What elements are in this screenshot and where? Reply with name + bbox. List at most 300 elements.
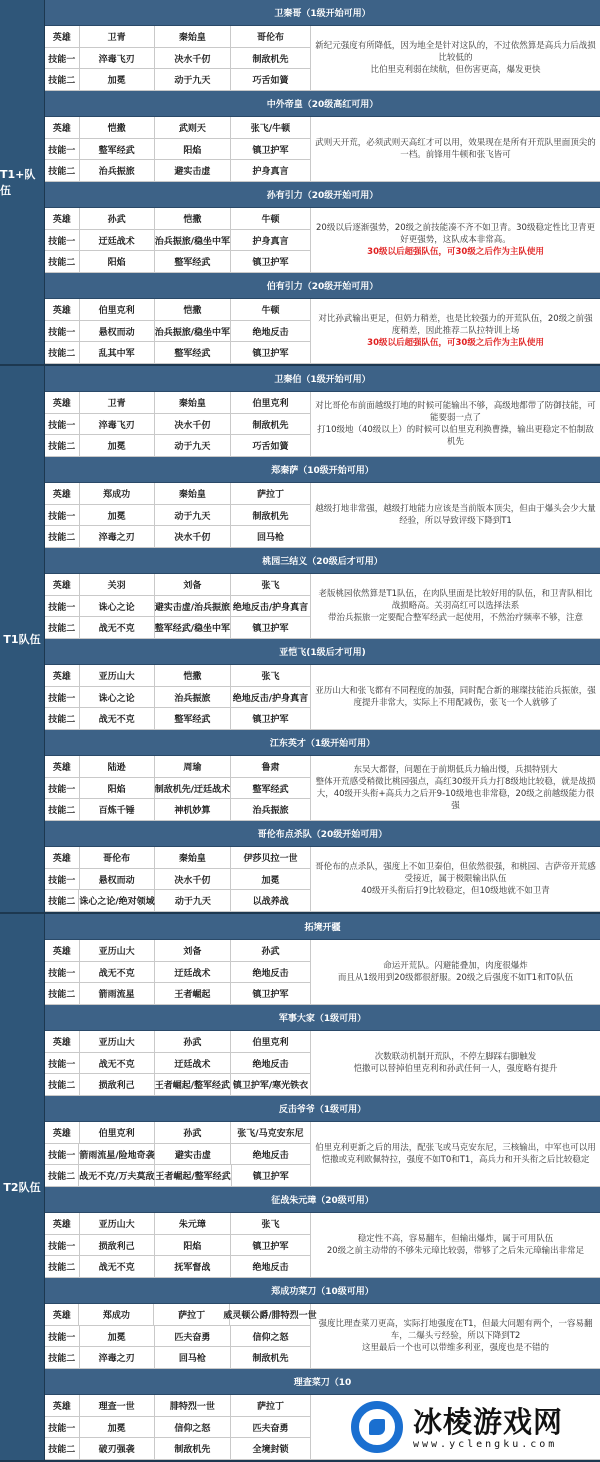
row-label: 技能一 — [45, 1144, 79, 1165]
table-row — [45, 69, 311, 91]
team-title: 卫秦伯（1级开始可用） — [45, 366, 600, 392]
skill-cell: 淬毒之刃 — [80, 1347, 155, 1368]
skill-cell: 动于九天 — [155, 505, 231, 526]
row-label: 技能一 — [45, 596, 80, 617]
team-group — [45, 821, 600, 912]
skill-cell: 诛心之论 — [80, 687, 155, 708]
skill-cell: 战无不克/万夫莫敌 — [79, 1165, 155, 1186]
hero-cell: 孙武 — [155, 1031, 231, 1052]
skill-cell: 战无不克 — [80, 962, 155, 983]
row-label: 技能二 — [45, 1256, 80, 1277]
team-group — [45, 457, 600, 548]
skill-cell: 神机妙算 — [155, 799, 231, 820]
hero-cell: 鲁肃 — [231, 756, 311, 777]
table-row — [45, 847, 311, 869]
watermark-name: 冰棱游戏网 — [413, 1404, 564, 1439]
hero-cell: 秦始皇 — [155, 392, 231, 413]
hero-cell: 理查一世 — [80, 1395, 155, 1416]
team-group — [45, 639, 600, 730]
team-grid — [45, 1031, 311, 1096]
skill-cell: 动于九天 — [155, 69, 231, 90]
skill-cell: 淬毒飞刃 — [80, 414, 155, 435]
skill-cell: 加冕 — [80, 1326, 155, 1347]
team-body — [45, 26, 600, 91]
hero-cell: 伯里克利 — [231, 392, 311, 413]
row-label: 英雄 — [45, 26, 80, 47]
team-group — [45, 1187, 600, 1278]
team-grid — [45, 483, 311, 548]
team-body — [45, 940, 600, 1005]
team-grid — [45, 208, 311, 273]
table-row — [45, 756, 311, 778]
team-title: 军事大家（1级可用） — [45, 1005, 600, 1031]
hero-cell: 朱元璋 — [155, 1213, 231, 1234]
table-row — [45, 1144, 311, 1166]
table-row — [45, 342, 311, 364]
team-grid — [45, 1213, 311, 1278]
skill-cell: 制敌机先 — [231, 1347, 311, 1368]
hero-cell: 郑成功 — [79, 1304, 154, 1325]
description-line: 哥伦布的点杀队，强度上不如卫秦伯，但依然很强，和桃园、吉萨帝开荒感受接近，属于极限输出队伍 — [315, 862, 596, 884]
team-description — [311, 665, 600, 730]
row-label: 英雄 — [45, 1395, 80, 1416]
hero-cell: 张飞 — [231, 665, 311, 686]
row-label: 技能一 — [45, 48, 80, 69]
team-title: 亚恺飞(1级后才可用) — [45, 639, 600, 665]
table-row — [45, 1074, 311, 1096]
skill-cell: 战无不克 — [80, 708, 155, 729]
team-title: 拓境开疆 — [45, 914, 600, 940]
team-body — [45, 483, 600, 548]
team-description — [311, 847, 600, 912]
skill-cell: 镇卫护军 — [231, 251, 311, 272]
skill-cell: 加冕 — [80, 435, 155, 456]
hero-cell: 亚历山大 — [80, 940, 155, 961]
skill-cell: 箭雨流星/险地奇袭 — [79, 1144, 155, 1165]
hero-cell: 萨拉丁 — [231, 1395, 311, 1416]
tier-groups — [45, 0, 600, 364]
table-row — [45, 1031, 311, 1053]
skill-cell: 匹夫奋勇 — [155, 1326, 231, 1347]
hero-cell: 哥伦布 — [80, 847, 155, 868]
tier-section — [0, 0, 600, 366]
skill-cell: 乱其中军 — [80, 342, 155, 363]
table-row — [45, 526, 311, 548]
table-row — [45, 1326, 311, 1348]
table-row — [45, 1438, 311, 1460]
row-label: 技能一 — [45, 230, 80, 251]
hero-cell: 牛顿 — [231, 299, 311, 320]
skill-cell: 绝地反击 — [231, 1053, 311, 1074]
team-description — [311, 940, 600, 1005]
hero-cell: 恺撒 — [155, 665, 231, 686]
skill-cell: 动于九天 — [155, 890, 231, 911]
hero-cell: 张飞/马克安东尼 — [231, 1122, 311, 1143]
skill-cell: 避实击虚/治兵振旅 — [155, 596, 231, 617]
team-group — [45, 1278, 600, 1369]
team-body — [45, 208, 600, 273]
table-row — [45, 414, 311, 436]
skill-cell: 整军经武 — [155, 251, 231, 272]
team-group — [45, 548, 600, 639]
skill-cell: 百炼千锤 — [80, 799, 155, 820]
team-group — [45, 366, 600, 457]
hero-cell: 郑成功 — [80, 483, 155, 504]
hero-cell: 牛顿 — [231, 208, 311, 229]
skill-cell: 镇卫护军 — [231, 139, 311, 160]
skill-cell: 绝地反击/护身真言 — [231, 596, 311, 617]
team-group — [45, 91, 600, 182]
row-label: 技能二 — [45, 1438, 80, 1459]
hero-cell: 腓特烈一世 — [155, 1395, 231, 1416]
row-label: 英雄 — [45, 1031, 80, 1052]
table-row — [45, 1235, 311, 1257]
skill-cell: 制敌机先 — [155, 1438, 231, 1459]
description-line: 命运开荒队。闪避能叠加，肉度很爆炸 — [383, 961, 528, 971]
team-grid — [45, 940, 311, 1005]
table-row — [45, 160, 311, 182]
skill-cell: 全境封锁 — [231, 1438, 311, 1459]
skill-cell: 动于九天 — [155, 435, 231, 456]
skill-cell: 决水千仞 — [155, 48, 231, 69]
skill-cell: 加冕 — [80, 505, 155, 526]
skill-cell: 决水千仞 — [155, 869, 231, 890]
skill-cell: 淬毒之刃 — [80, 526, 155, 547]
table-row — [45, 251, 311, 273]
tier-section — [0, 914, 600, 1462]
highlight-note: 30级以后超强队伍，可30级之后作为主队使用 — [367, 338, 544, 348]
description-line: 对比哥伦布前面越级打地的时候可能输出不够，高级地都带了防御技能，可能要弱一点了 — [315, 401, 596, 423]
row-label: 英雄 — [45, 847, 80, 868]
row-label: 技能二 — [45, 983, 80, 1004]
team-grid — [45, 1122, 311, 1187]
skill-cell: 治兵振旅 — [155, 687, 231, 708]
team-description — [311, 756, 600, 821]
team-title: 中外帝皇（20级高红可用） — [45, 91, 600, 117]
row-label: 技能一 — [45, 1417, 80, 1438]
skill-cell: 王者崛起/整军经武 — [155, 1165, 231, 1186]
hero-cell: 威灵顿公爵/腓特烈一世 — [230, 1304, 311, 1325]
skill-cell: 整军经武 — [155, 342, 231, 363]
description-line: 越级打地非常强，越级打地能力应该是当前版本顶尖，但由于爆头会少大量经验，所以导致评级下降到T1 — [315, 504, 596, 526]
row-label: 英雄 — [45, 665, 80, 686]
skill-cell: 战无不克 — [80, 1256, 155, 1277]
table-row — [45, 708, 311, 730]
skill-cell: 治兵振旅/稳坐中军 — [155, 321, 231, 342]
watermark — [335, 1396, 600, 1458]
description-line: 恺撒可以替掉伯里克利和孙武任何一人，强度略有提升 — [353, 1064, 558, 1074]
table-row — [45, 1053, 311, 1075]
skill-cell: 镇卫护军 — [231, 983, 311, 1004]
row-label: 技能一 — [45, 321, 80, 342]
team-title: 反击爷爷（1级可用） — [45, 1096, 600, 1122]
row-label: 英雄 — [45, 940, 80, 961]
hero-cell: 陆逊 — [80, 756, 155, 777]
row-label: 技能二 — [45, 708, 80, 729]
team-grid — [45, 574, 311, 639]
description-line: 东吴大都督，问题在于前期低兵力输出慢，兵损特别大 — [353, 765, 558, 775]
hero-cell: 张飞/牛顿 — [231, 117, 311, 138]
team-title: 卫秦哥（1级开始可用） — [45, 0, 600, 26]
table-row — [45, 1395, 311, 1417]
skill-cell: 治兵振旅 — [80, 160, 155, 181]
skill-cell: 信仰之怒 — [155, 1417, 231, 1438]
skill-cell: 信仰之怒 — [231, 1326, 311, 1347]
team-title: 郑成功菜刀（10级可用） — [45, 1278, 600, 1304]
description-line: 伯里克利更新之后的用法，配张飞或马克安东尼，三核输出，中军也可以用恺撒或克利欧佩特拉，强度不如T0和T1，高兵力和开头衔之后比较稳定 — [315, 1143, 596, 1165]
hero-cell: 萨拉丁 — [231, 483, 311, 504]
table-row — [45, 962, 311, 984]
description-line: 强度比理查菜刀更高，实际打地强度在T1，但最大问题有两个，一容易翻车，二爆头亏经验，所以下降到T2 — [318, 1319, 593, 1341]
skill-cell: 箭雨流星 — [80, 983, 155, 1004]
team-title: 桃园三结义（20级后才可用） — [45, 548, 600, 574]
hero-cell: 亚历山大 — [80, 1031, 155, 1052]
description-line: 40级开头衔后打9比较稳定，但10级地就不如卫青 — [361, 886, 550, 896]
skill-cell: 迂廷战术 — [80, 230, 155, 251]
skill-cell: 镇卫护军 — [231, 1235, 311, 1256]
team-group — [45, 1096, 600, 1187]
skill-cell: 加冕 — [80, 69, 155, 90]
table-row — [45, 139, 311, 161]
description-line: 这里最后一个也可以带维多利亚，强度也是不错的 — [361, 1343, 549, 1353]
table-row — [45, 392, 311, 414]
row-label: 技能二 — [45, 617, 80, 638]
description-line: 新纪元强度有所降低，因为地全是针对这队的，不过依然算是高兵力后战损比较低的 — [315, 41, 596, 63]
row-label: 英雄 — [45, 392, 80, 413]
row-label: 英雄 — [45, 756, 80, 777]
skill-cell: 巧舌如簧 — [231, 69, 311, 90]
skill-cell: 护身真言 — [231, 230, 311, 251]
skill-cell: 阳焰 — [80, 251, 155, 272]
watermark-url: www.yclengku.com — [413, 1438, 558, 1450]
tier-label: T1队伍 — [0, 366, 45, 912]
row-label: 英雄 — [45, 1213, 80, 1234]
skill-cell: 治兵振旅 — [231, 799, 311, 820]
description-line: 比伯里克利弱在续航，但伤害更高，爆发更快 — [370, 65, 541, 75]
skill-cell: 阳焰 — [155, 139, 231, 160]
description-line: 带治兵振旅一定要配合整军经武一起使用，不然治疗频率不够，注意 — [327, 613, 583, 623]
skill-cell: 阳焰 — [80, 778, 155, 799]
skill-cell: 镇卫护军 — [232, 1165, 311, 1186]
row-label: 英雄 — [45, 208, 80, 229]
row-label: 英雄 — [45, 1122, 80, 1143]
team-body — [45, 665, 600, 730]
skill-cell: 护身真言 — [231, 160, 311, 181]
skill-cell: 治兵振旅/稳坐中军 — [155, 230, 231, 251]
team-group — [45, 182, 600, 273]
skill-cell: 绝地反击 — [231, 1256, 311, 1277]
team-group — [45, 730, 600, 821]
team-description — [311, 1213, 600, 1278]
hero-cell: 伯里克利 — [80, 1122, 155, 1143]
tier-label: T1+队伍 — [0, 0, 45, 364]
row-label: 技能一 — [45, 414, 80, 435]
team-description — [311, 574, 600, 639]
team-description — [311, 26, 600, 91]
description-line: 稳定性不高，容易翻车，但输出爆炸，属于可用队伍 — [357, 1234, 554, 1244]
team-group — [45, 0, 600, 91]
row-label: 技能二 — [45, 799, 80, 820]
skill-cell: 回马枪 — [155, 1347, 231, 1368]
table-row — [45, 505, 311, 527]
table-row — [45, 230, 311, 252]
row-label: 技能二 — [45, 890, 79, 911]
hero-cell: 孙武 — [231, 940, 311, 961]
table-row — [45, 869, 311, 891]
tier-section — [0, 366, 600, 914]
team-description — [311, 117, 600, 182]
team-title: 哥伦布点杀队（20级开始可用） — [45, 821, 600, 847]
hero-cell: 秦始皇 — [155, 483, 231, 504]
table-row — [45, 799, 311, 821]
skill-cell: 整军经武 — [80, 139, 155, 160]
skill-cell: 诛心之论/绝对领域 — [79, 890, 155, 911]
table-row — [45, 321, 311, 343]
skill-cell: 回马枪 — [231, 526, 311, 547]
table-row — [45, 778, 311, 800]
table-row — [45, 665, 311, 687]
skill-cell: 加冕 — [80, 1417, 155, 1438]
skill-cell: 巧舌如簧 — [231, 435, 311, 456]
hero-cell: 张飞 — [231, 1213, 311, 1234]
skill-cell: 迂廷战术 — [155, 962, 231, 983]
row-label: 英雄 — [45, 299, 80, 320]
row-label: 技能二 — [45, 160, 80, 181]
team-grid — [45, 299, 311, 364]
skill-cell: 损敌利己 — [80, 1235, 155, 1256]
description-line: 武则天开荒，必须武则天高红才可以用，效果现在是所有开荒队里面顶尖的一档。前锋用牛顿和张飞皆可 — [315, 138, 596, 160]
table-row — [45, 687, 311, 709]
row-label: 技能一 — [45, 1053, 80, 1074]
hero-cell: 秦始皇 — [155, 26, 231, 47]
table-row — [45, 208, 311, 230]
table-row — [45, 1213, 311, 1235]
skill-cell: 制敌机先/迂廷战术 — [155, 778, 231, 799]
table-row — [45, 1347, 311, 1369]
row-label: 英雄 — [45, 574, 80, 595]
team-description — [311, 483, 600, 548]
team-title: 江东英才（1级开始可用） — [45, 730, 600, 756]
skill-cell: 绝地反击 — [231, 962, 311, 983]
row-label: 技能一 — [45, 962, 80, 983]
team-body — [45, 574, 600, 639]
skill-cell: 破刃强袭 — [80, 1438, 155, 1459]
skill-cell: 王者崛起 — [155, 983, 231, 1004]
team-group — [45, 1005, 600, 1096]
table-row — [45, 983, 311, 1005]
skill-cell: 战无不克 — [80, 1053, 155, 1074]
row-label: 英雄 — [45, 1304, 79, 1325]
skill-cell: 镇卫护军 — [231, 342, 311, 363]
row-label: 技能一 — [45, 778, 80, 799]
table-row — [45, 26, 311, 48]
row-label: 技能二 — [45, 251, 80, 272]
skill-cell: 制敌机先 — [231, 48, 311, 69]
team-grid — [45, 392, 311, 457]
row-label: 技能一 — [45, 687, 80, 708]
skill-cell: 损敌利己 — [80, 1074, 155, 1095]
hero-cell: 关羽 — [80, 574, 155, 595]
skill-cell: 战无不克 — [80, 617, 155, 638]
skill-cell: 悬权而动 — [80, 321, 155, 342]
table-row — [45, 617, 311, 639]
hero-cell: 秦始皇 — [155, 847, 231, 868]
skill-cell: 以战养战 — [231, 890, 311, 911]
description-line: 而且从1级用到20级都很舒服。20级之后强度不如T1和T0队伍 — [337, 973, 574, 983]
hero-cell: 伯里克利 — [80, 299, 155, 320]
row-label: 技能二 — [45, 1074, 80, 1095]
team-grid — [45, 665, 311, 730]
table-row — [45, 483, 311, 505]
team-group — [45, 273, 600, 364]
table-row — [45, 117, 311, 139]
skill-cell: 决水千仞 — [155, 526, 231, 547]
table-row — [45, 435, 311, 457]
skill-cell: 悬权而动 — [80, 869, 155, 890]
watermark-logo-icon — [351, 1401, 403, 1453]
skill-cell: 加冕 — [231, 869, 311, 890]
skill-cell: 制敌机先 — [231, 414, 311, 435]
hero-cell: 武则天 — [155, 117, 231, 138]
highlight-note: 30级以后超强队伍，可30级之后作为主队使用 — [367, 247, 544, 257]
team-body — [45, 299, 600, 364]
team-title: 理查菜刀（10 — [45, 1369, 600, 1395]
team-body — [45, 1304, 600, 1369]
row-label: 技能二 — [45, 69, 80, 90]
team-description — [311, 1031, 600, 1096]
team-title: 伯有引力（20级开始可用） — [45, 273, 600, 299]
description-line: 亚历山大和张飞都有不同程度的加强，同时配合新的璀璨技能治兵振旅，强度提升非常大，实际上不用配减伤，张飞一个人就够了 — [315, 686, 596, 708]
table-row — [45, 1122, 311, 1144]
skill-cell: 王者崛起/整军经武 — [155, 1074, 231, 1095]
skill-cell: 绝地反击 — [231, 1144, 311, 1165]
team-body — [45, 756, 600, 821]
team-grid — [45, 1395, 311, 1460]
skill-cell: 绝地反击/护身真言 — [231, 687, 311, 708]
team-description — [311, 1122, 600, 1187]
hero-cell: 刘备 — [155, 940, 231, 961]
table-row — [45, 1417, 311, 1439]
team-body — [45, 1122, 600, 1187]
skill-cell: 镇卫护军/寒光铁衣 — [231, 1074, 311, 1095]
skill-cell: 匹夫奋勇 — [231, 1417, 311, 1438]
row-label: 技能二 — [45, 526, 80, 547]
skill-cell: 诛心之论 — [80, 596, 155, 617]
hero-cell: 哥伦布 — [231, 26, 311, 47]
team-description — [311, 208, 600, 273]
hero-cell: 孙武 — [80, 208, 155, 229]
table-row — [45, 940, 311, 962]
description-line: 打10级地（40级以上）的时候可以伯里克利换曹操，输出更稳定不怕制敌机先 — [317, 425, 594, 447]
hero-cell: 恺撒 — [155, 208, 231, 229]
hero-cell: 伯里克利 — [231, 1031, 311, 1052]
skill-cell: 决水千仞 — [155, 414, 231, 435]
skill-cell: 抚军督战 — [155, 1256, 231, 1277]
row-label: 技能一 — [45, 1326, 80, 1347]
row-label: 技能二 — [45, 1165, 79, 1186]
team-description — [311, 392, 600, 457]
team-title: 郑秦萨（10级开始可用） — [45, 457, 600, 483]
row-label: 技能二 — [45, 342, 80, 363]
skill-cell: 制敌机先 — [231, 505, 311, 526]
skill-cell: 整军经武/稳坐中军 — [155, 617, 231, 638]
table-row — [45, 48, 311, 70]
team-grid — [45, 26, 311, 91]
row-label: 英雄 — [45, 117, 80, 138]
skill-cell: 镇卫护军 — [231, 708, 311, 729]
table-row — [45, 574, 311, 596]
hero-cell: 卫青 — [80, 392, 155, 413]
